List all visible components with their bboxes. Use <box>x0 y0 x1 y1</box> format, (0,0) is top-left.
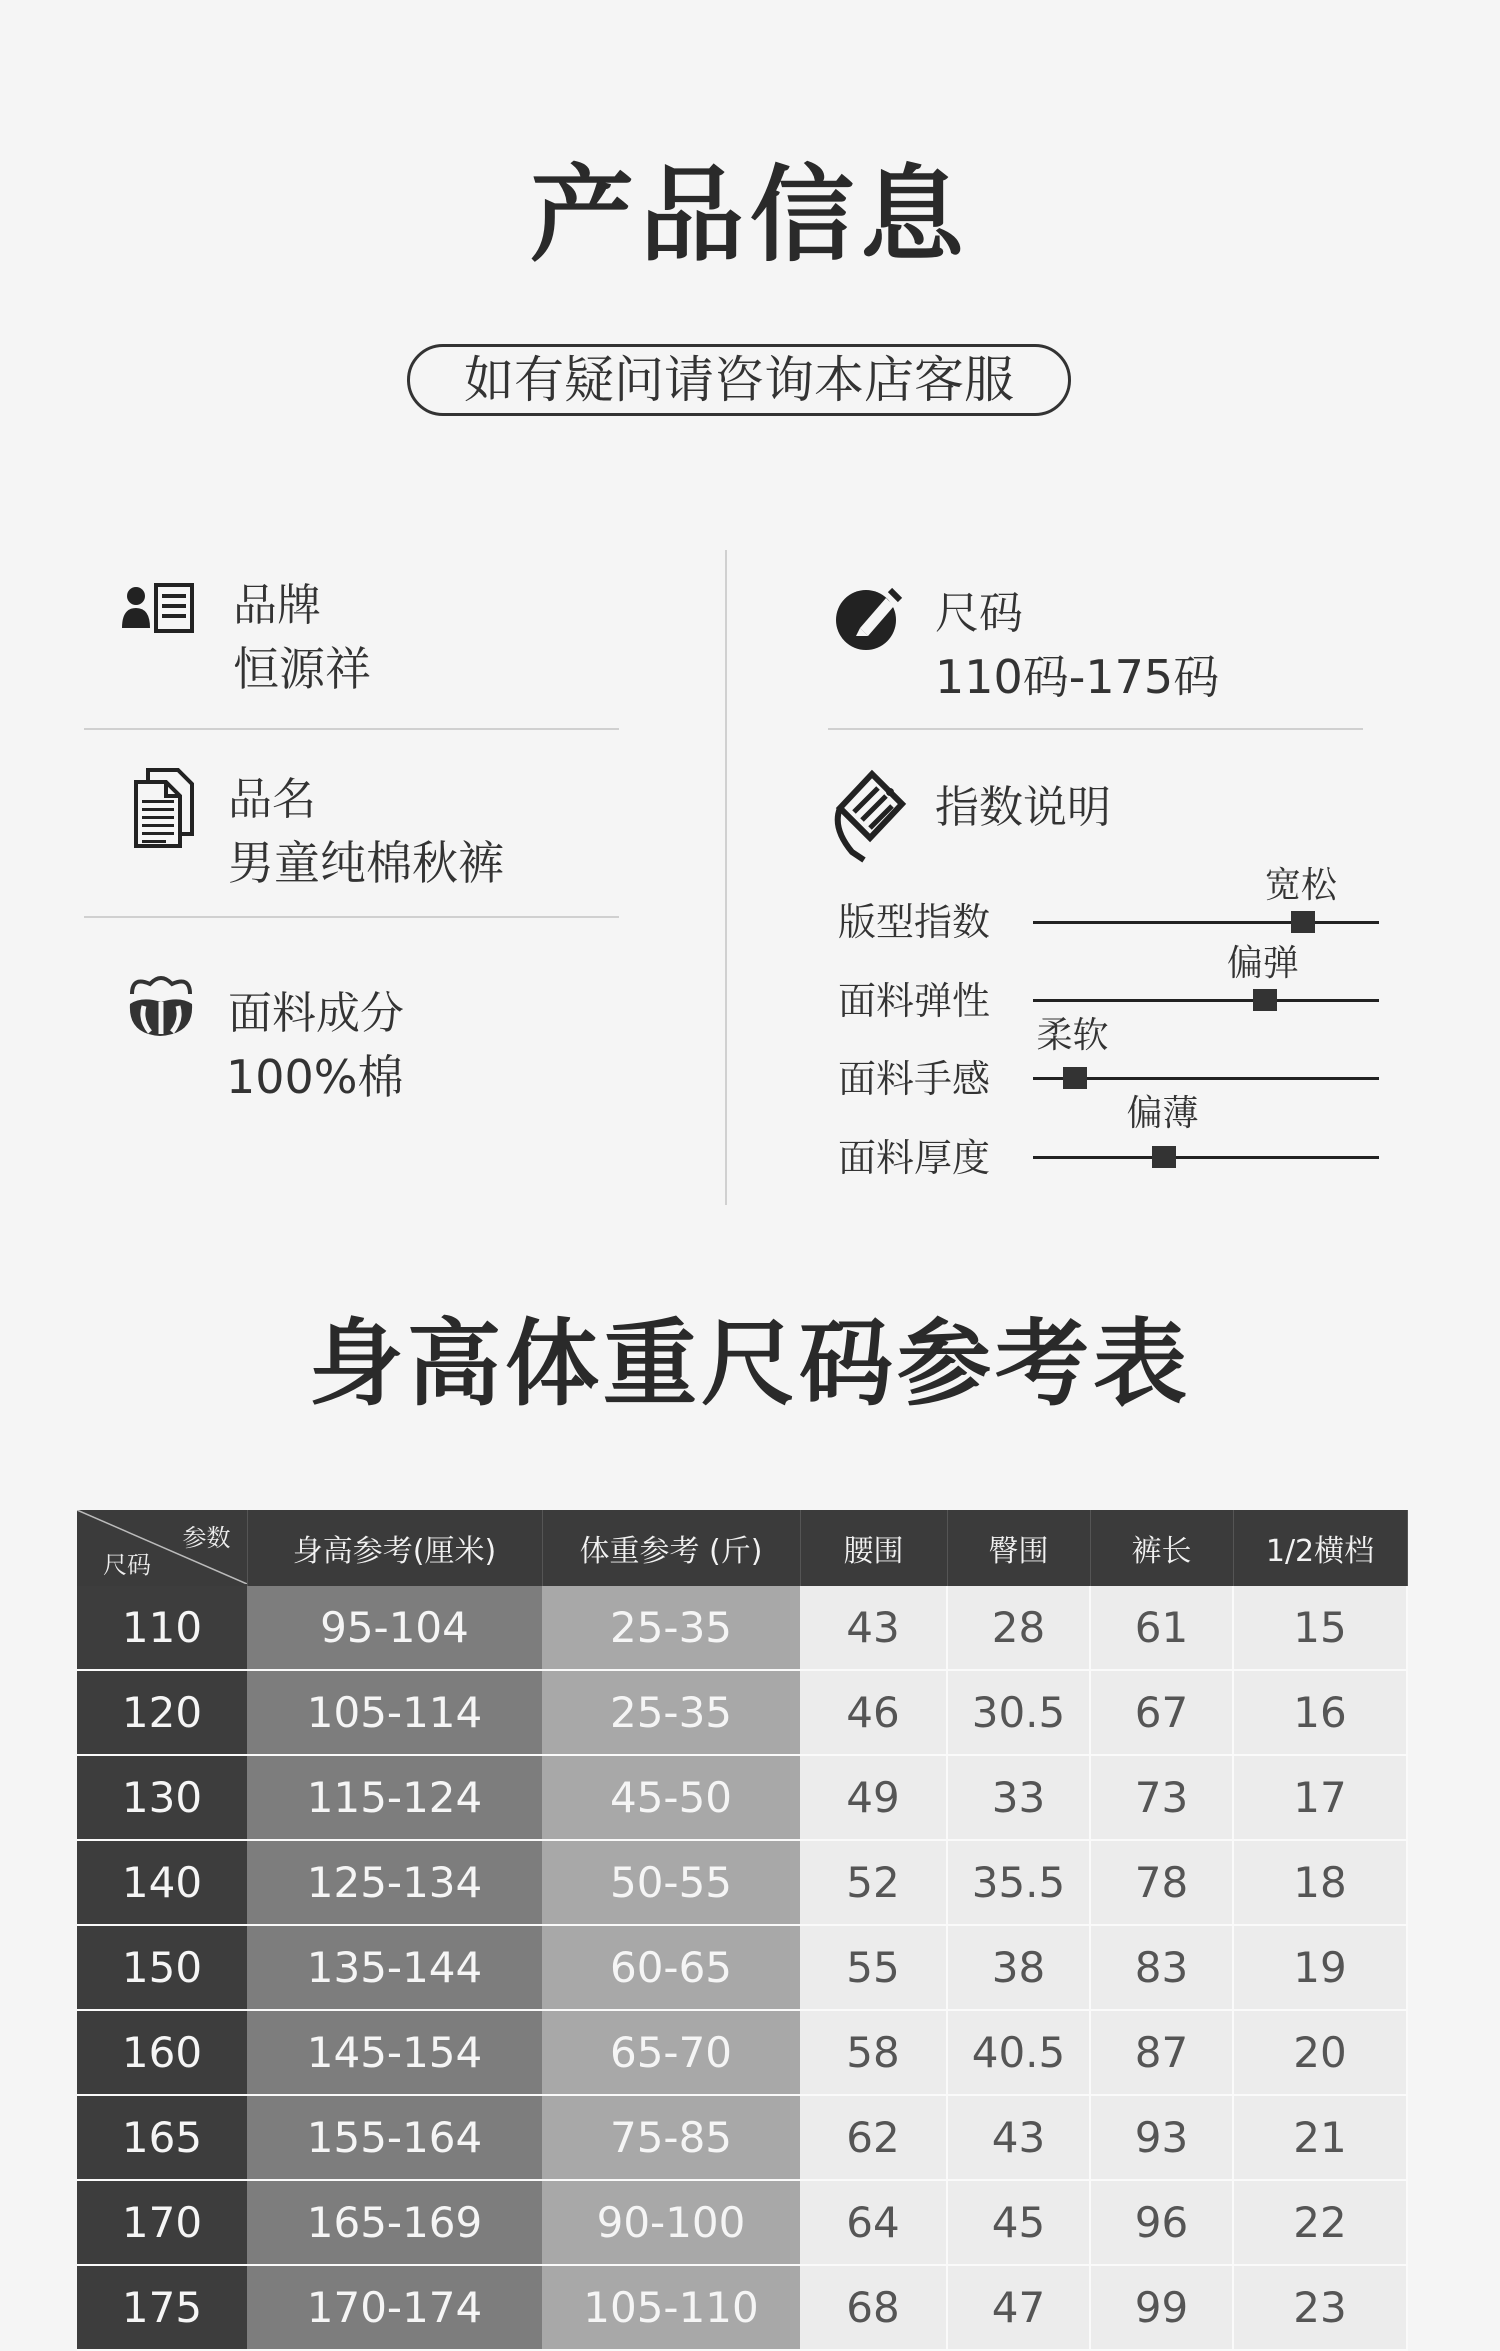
table-row <box>77 2180 1407 2265</box>
product-name-label: 品名 <box>228 774 316 825</box>
customer-service-notice: 如有疑问请咨询本店客服 <box>407 344 1071 416</box>
table-cell: 125-134 <box>247 1840 542 1925</box>
table-cell: 87 <box>1090 2010 1233 2095</box>
table-cell: 19 <box>1233 1925 1407 2010</box>
fabric-value: 100%棉 <box>226 1050 404 1104</box>
table-cell: 43 <box>947 2095 1090 2180</box>
table-cell: 65-70 <box>542 2010 800 2095</box>
product-name-value: 男童纯棉秋裤 <box>228 836 504 890</box>
scale-marker <box>1253 989 1277 1011</box>
page-title: 产品信息 <box>529 154 970 276</box>
index-label: 指数说明 <box>935 782 1111 833</box>
table-cell: 73 <box>1090 1755 1233 1840</box>
scale-label: 面料弹性 <box>838 979 991 1023</box>
table-cell: 55 <box>800 1925 947 2010</box>
table-cell: 170-174 <box>247 2265 542 2350</box>
column-header: 体重参考 (斤) <box>542 1510 800 1586</box>
table-row <box>77 2095 1407 2180</box>
table-cell: 40.5 <box>947 2010 1090 2095</box>
table-cell: 95-104 <box>247 1586 542 1670</box>
table-cell: 145-154 <box>247 2010 542 2095</box>
size-cell: 140 <box>77 1840 247 1925</box>
column-header: 臀围 <box>947 1510 1090 1586</box>
table-cell: 28 <box>947 1586 1090 1670</box>
size-label: 尺码 <box>935 588 1023 639</box>
corner-header <box>77 1510 247 1586</box>
table-cell: 96 <box>1090 2180 1233 2265</box>
fabric-label: 面料成分 <box>228 988 404 1039</box>
divider <box>84 728 619 730</box>
table-row <box>77 1670 1407 1755</box>
table-cell: 46 <box>800 1670 947 1755</box>
table-cell: 16 <box>1233 1670 1407 1755</box>
column-header: 1/2横档 <box>1233 1510 1407 1586</box>
scale-label: 版型指数 <box>838 900 991 944</box>
table-cell: 33 <box>947 1755 1090 1840</box>
table-cell: 165-169 <box>247 2180 542 2265</box>
table-row <box>77 1586 1407 1670</box>
table-row <box>77 2010 1407 2095</box>
table-cell: 62 <box>800 2095 947 2180</box>
scale-tag: 偏弹 <box>1226 943 1299 984</box>
column-divider <box>725 550 727 1205</box>
scale-marker <box>1063 1067 1087 1089</box>
table-cell: 90-100 <box>542 2180 800 2265</box>
table-cell: 30.5 <box>947 1670 1090 1755</box>
scale-marker <box>1291 911 1315 933</box>
table-cell: 67 <box>1090 1670 1233 1755</box>
table-row <box>77 2265 1407 2350</box>
column-header: 裤长 <box>1090 1510 1233 1586</box>
scale-marker <box>1152 1146 1176 1168</box>
table-cell: 93 <box>1090 2095 1233 2180</box>
table-cell: 155-164 <box>247 2095 542 2180</box>
divider <box>84 916 619 918</box>
corner-param-label: 参数 <box>182 1524 231 1552</box>
table-cell: 45-50 <box>542 1755 800 1840</box>
scale-tag: 偏薄 <box>1126 1093 1199 1134</box>
size-cell: 130 <box>77 1755 247 1840</box>
table-cell: 38 <box>947 1925 1090 2010</box>
table-cell: 45 <box>947 2180 1090 2265</box>
corner-size-label: 尺码 <box>103 1551 151 1579</box>
table-cell: 135-144 <box>247 1925 542 2010</box>
brand-label: 品牌 <box>233 580 321 631</box>
table-cell: 68 <box>800 2265 947 2350</box>
table-cell: 75-85 <box>542 2095 800 2180</box>
size-cell: 150 <box>77 1925 247 2010</box>
brand-value: 恒源祥 <box>233 642 371 696</box>
size-cell: 160 <box>77 2010 247 2095</box>
scale-track <box>1033 921 1379 924</box>
table-cell: 52 <box>800 1840 947 1925</box>
table-cell: 43 <box>800 1586 947 1670</box>
size-cell: 165 <box>77 2095 247 2180</box>
table-cell: 49 <box>800 1755 947 1840</box>
table-row <box>77 1755 1407 1840</box>
table-cell: 20 <box>1233 2010 1407 2095</box>
table-row <box>77 1925 1407 2010</box>
size-cell: 175 <box>77 2265 247 2350</box>
size-cell: 170 <box>77 2180 247 2265</box>
cotton-icon <box>126 974 196 1040</box>
table-cell: 15 <box>1233 1586 1407 1670</box>
scale-label: 面料厚度 <box>838 1136 991 1180</box>
table-cell: 47 <box>947 2265 1090 2350</box>
table-cell: 23 <box>1233 2265 1407 2350</box>
size-value: 110码-175码 <box>935 650 1220 704</box>
divider <box>828 728 1363 730</box>
scale-track <box>1033 999 1379 1002</box>
size-cell: 110 <box>77 1586 247 1670</box>
scale-tag: 柔软 <box>1036 1015 1109 1056</box>
scale-track <box>1033 1156 1379 1159</box>
table-cell: 105-110 <box>542 2265 800 2350</box>
size-chart-table <box>77 1510 1408 2351</box>
table-cell: 58 <box>800 2010 947 2095</box>
column-header: 腰围 <box>800 1510 947 1586</box>
table-cell: 105-114 <box>247 1670 542 1755</box>
size-table-title: 身高体重尺码参考表 <box>308 1310 1191 1419</box>
table-cell: 21 <box>1233 2095 1407 2180</box>
table-row <box>77 1840 1407 1925</box>
table-cell: 25-35 <box>542 1670 800 1755</box>
table-cell: 61 <box>1090 1586 1233 1670</box>
table-cell: 83 <box>1090 1925 1233 2010</box>
table-cell: 50-55 <box>542 1840 800 1925</box>
table-cell: 78 <box>1090 1840 1233 1925</box>
table-cell: 22 <box>1233 2180 1407 2265</box>
scale-label: 面料手感 <box>838 1057 991 1101</box>
table-cell: 115-124 <box>247 1755 542 1840</box>
document-icon <box>134 768 194 848</box>
table-cell: 18 <box>1233 1840 1407 1925</box>
table-cell: 99 <box>1090 2265 1233 2350</box>
scale-tag: 宽松 <box>1264 865 1337 906</box>
table-cell: 60-65 <box>542 1925 800 2010</box>
column-header: 身高参考(厘米) <box>247 1510 542 1586</box>
table-cell: 64 <box>800 2180 947 2265</box>
size-cell: 120 <box>77 1670 247 1755</box>
table-cell: 25-35 <box>542 1586 800 1670</box>
tag-icon <box>832 768 908 864</box>
table-cell: 17 <box>1233 1755 1407 1840</box>
table-header-row <box>77 1510 1407 1586</box>
id-card-list-icon <box>122 582 194 634</box>
table-cell: 35.5 <box>947 1840 1090 1925</box>
ruler-pen-icon <box>834 584 904 654</box>
